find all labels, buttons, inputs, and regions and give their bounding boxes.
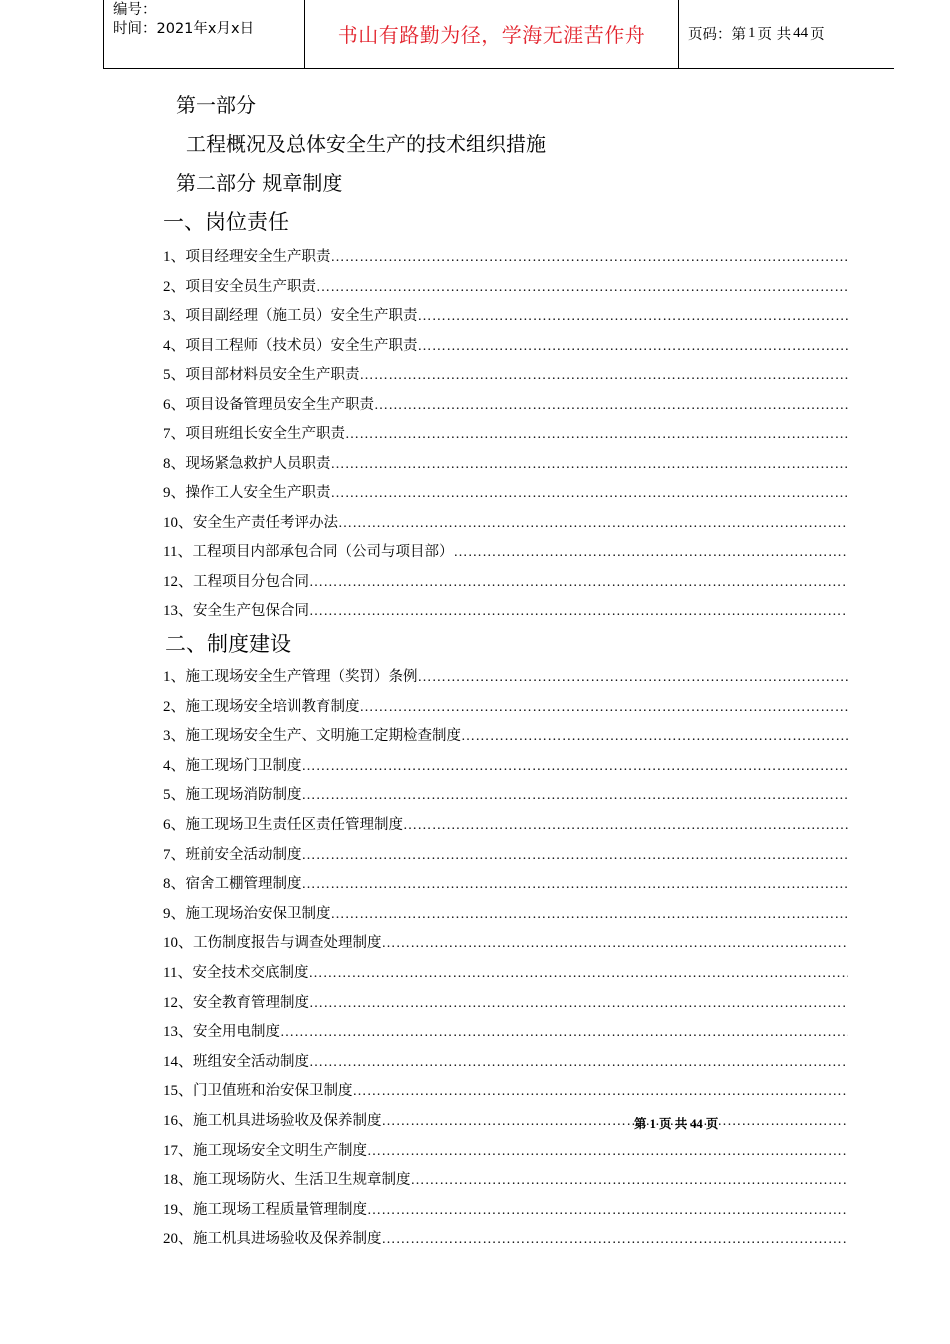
toc-dot-leader xyxy=(461,729,848,745)
toc-dot-leader xyxy=(302,877,848,893)
toc-entry[interactable] xyxy=(163,1139,848,1161)
page-current: 1 xyxy=(748,24,756,41)
toc-entry-title: 项目安全员生产职责 xyxy=(185,278,317,295)
toc-entry[interactable] xyxy=(163,599,848,621)
toc-entry[interactable] xyxy=(163,1079,848,1101)
toc-entry[interactable] xyxy=(163,1168,848,1190)
toc-dot-leader xyxy=(316,280,848,296)
toc-entry[interactable] xyxy=(163,363,848,385)
time-line xyxy=(113,20,304,39)
toc-entry[interactable] xyxy=(163,991,848,1013)
toc-dot-leader xyxy=(280,1025,848,1041)
toc-entry-number: 17、 xyxy=(163,1142,194,1159)
toc-entry-number: 3、 xyxy=(163,308,186,324)
toc-entry[interactable] xyxy=(163,1050,848,1072)
toc-entry-title: 安全用电制度 xyxy=(193,1024,281,1041)
toc-entry-title: 施工现场安全生产、文明施工定期检查制度 xyxy=(185,728,462,745)
toc-dot-leader xyxy=(353,1084,848,1100)
toc-dot-leader xyxy=(331,250,848,266)
toc-entry-number: 11、 xyxy=(163,965,193,981)
toc-entry-number: 5、 xyxy=(163,787,186,804)
toc-entry-title: 施工现场安全文明生产制度 xyxy=(193,1142,368,1159)
toc-entry-number: 2、 xyxy=(163,698,186,715)
toc-entry-number: 12、 xyxy=(163,573,194,590)
toc-entry-title: 施工现场卫生责任区责任管理制度 xyxy=(185,817,404,833)
toc-entry[interactable] xyxy=(163,1020,848,1042)
toc-entry[interactable] xyxy=(163,724,848,746)
toc-entry-number: 4、 xyxy=(163,757,186,774)
footer-page-number: 第 1 页 共 44 页 xyxy=(634,1117,719,1131)
toc-dot-leader xyxy=(374,398,848,414)
toc-entry-title: 施工现场安全生产管理（奖罚）条例 xyxy=(185,669,418,685)
toc-dot-leader xyxy=(309,1055,848,1071)
toc-dot-leader xyxy=(418,339,848,355)
toc-entry-number: 10、 xyxy=(163,514,194,531)
toc-entry-title: 项目部材料员安全生产职责 xyxy=(185,367,360,383)
toc-entry-number: 20、 xyxy=(163,1231,194,1248)
toc-entry-title: 项目工程师（技术员）安全生产职责 xyxy=(185,337,418,354)
toc-entry-title: 班组安全活动制度 xyxy=(193,1053,310,1070)
header-motto: 书山有路勤为径，学海无涯苦作舟 xyxy=(305,0,679,68)
toc-entry[interactable] xyxy=(163,813,848,835)
toc-entry-number: 9、 xyxy=(163,485,186,501)
toc-dot-leader xyxy=(418,670,848,686)
toc-entry[interactable] xyxy=(163,540,848,562)
toc-entry[interactable] xyxy=(163,1198,848,1220)
toc-entry-number: 14、 xyxy=(163,1053,194,1070)
toc-entry[interactable] xyxy=(163,481,848,503)
toc-entry-number: 16、 xyxy=(163,1113,194,1129)
toc-entry-title: 项目副经理（施工员）安全生产职责 xyxy=(185,308,418,324)
toc-entry[interactable] xyxy=(163,334,848,356)
toc-dot-leader xyxy=(418,309,848,325)
toc-entry[interactable] xyxy=(163,422,848,444)
toc-entry-title: 宿舍工棚管理制度 xyxy=(185,876,302,893)
toc-entry-title: 施工现场门卫制度 xyxy=(185,757,302,774)
toc-dot-leader xyxy=(309,996,848,1012)
part2-heading: 第二部分 规章制度 xyxy=(176,171,343,195)
toc-entry-title: 施工现场治安保卫制度 xyxy=(185,905,331,922)
toc-dot-leader xyxy=(302,788,848,804)
toc-entry-number: 15、 xyxy=(163,1083,194,1100)
toc-entry[interactable] xyxy=(163,1227,848,1249)
toc-entry[interactable] xyxy=(163,275,848,297)
toc-entry-title: 施工机具进场验收及保养制度 xyxy=(193,1113,382,1129)
toc-entry-number: 6、 xyxy=(163,817,186,833)
part1-heading: 第一部分 xyxy=(176,93,256,117)
toc-entry-number: 7、 xyxy=(163,846,186,863)
toc-entry-number: 18、 xyxy=(163,1172,194,1189)
part1-title: 工程概况及总体安全生产的技术组织措施 xyxy=(186,132,546,156)
toc-entry-title: 施工现场防火、生活卫生规章制度 xyxy=(193,1172,411,1189)
page-header xyxy=(103,0,894,69)
toc-dot-leader xyxy=(302,848,848,864)
toc-entry-title: 现场紧急救护人员职责 xyxy=(185,455,331,472)
toc-dot-leader xyxy=(411,1173,848,1189)
toc-entry[interactable] xyxy=(163,665,848,687)
toc-entry-title: 项目班组长安全生产职责 xyxy=(185,426,346,442)
toc-entry-number: 3、 xyxy=(163,728,186,745)
toc-dot-leader xyxy=(309,604,848,620)
toc-entry[interactable] xyxy=(163,872,848,894)
toc-entry-title: 施工现场安全培训教育制度 xyxy=(185,698,360,715)
toc-entry-number: 6、 xyxy=(163,396,186,413)
toc-dot-leader xyxy=(360,700,848,716)
toc-entry-number: 19、 xyxy=(163,1201,194,1218)
toc-entry-number: 8、 xyxy=(163,876,186,893)
toc-dot-leader xyxy=(453,545,848,561)
toc-dot-leader xyxy=(338,516,848,532)
toc-dot-leader xyxy=(367,1203,848,1219)
toc-entry-number: 1、 xyxy=(163,249,186,265)
toc-dot-leader xyxy=(331,907,848,923)
toc-entry[interactable] xyxy=(163,695,848,717)
toc-dot-leader xyxy=(403,818,848,834)
toc-entry[interactable] xyxy=(163,783,848,805)
toc-entry[interactable] xyxy=(163,393,848,415)
toc-entry[interactable] xyxy=(163,570,848,592)
toc-entry-number: 12、 xyxy=(163,994,194,1011)
page-suffix: 页 xyxy=(810,26,825,43)
toc-dot-leader xyxy=(331,457,848,473)
toc-dot-leader xyxy=(308,966,848,982)
toc-entry-title: 施工机具进场验收及保养制度 xyxy=(193,1231,382,1248)
toc-dot-leader xyxy=(382,1114,848,1130)
toc-entry[interactable] xyxy=(163,511,848,533)
toc-entry-number: 4、 xyxy=(163,337,186,354)
toc-entry[interactable] xyxy=(163,452,848,474)
toc-entry-number: 11、 xyxy=(163,544,193,560)
section1-heading: 一、岗位责任 xyxy=(163,210,289,234)
toc-entry[interactable] xyxy=(163,961,848,983)
toc-entry[interactable] xyxy=(163,902,848,924)
toc-entry-number: 13、 xyxy=(163,603,194,619)
toc-dot-leader xyxy=(309,575,848,591)
toc-dot-leader xyxy=(382,1232,848,1248)
toc-entry-title: 安全生产责任考评办法 xyxy=(193,514,339,531)
toc-entry[interactable] xyxy=(163,931,848,953)
toc-entry-number: 5、 xyxy=(163,367,186,383)
time-label: 时间： xyxy=(113,21,157,37)
toc-dot-leader xyxy=(360,368,848,384)
number-label: 编号： xyxy=(113,2,157,18)
toc-entry-title: 施工现场消防制度 xyxy=(185,787,302,804)
toc-entry-title: 操作工人安全生产职责 xyxy=(185,485,331,501)
toc-entry-title: 安全生产包保合同 xyxy=(193,603,310,619)
toc-entry-number: 9、 xyxy=(163,905,186,922)
header-page-number xyxy=(679,0,894,68)
toc-entry-number: 8、 xyxy=(163,455,186,472)
toc-dot-leader xyxy=(331,486,848,502)
toc-dot-leader xyxy=(367,1144,848,1160)
toc-dot-leader xyxy=(302,759,848,775)
toc-entry-title: 项目经理安全生产职责 xyxy=(185,249,331,265)
page-mid: 页 共 xyxy=(757,26,792,43)
toc-entry-title: 项目设备管理员安全生产职责 xyxy=(185,396,375,413)
toc-entry-title: 施工现场工程质量管理制度 xyxy=(193,1201,368,1218)
toc-entry-title: 安全技术交底制度 xyxy=(192,965,309,981)
header-meta-cell xyxy=(104,0,305,68)
toc-entry-number: 10、 xyxy=(163,935,194,952)
toc-entry-title: 安全教育管理制度 xyxy=(193,994,310,1011)
toc-entry[interactable] xyxy=(163,304,848,326)
toc-entry[interactable] xyxy=(163,1109,848,1131)
toc-entry-number: 7、 xyxy=(163,426,186,442)
toc-entry[interactable] xyxy=(163,843,848,865)
toc-entry[interactable] xyxy=(163,245,848,267)
page-prefix: 页码：第 xyxy=(688,26,746,43)
time-value: 2021年x月x日 xyxy=(156,21,255,37)
toc-entry-number: 2、 xyxy=(163,278,186,295)
toc-entry-title: 工程项目分包合同 xyxy=(193,573,310,590)
toc-dot-leader xyxy=(382,936,848,952)
toc-dot-leader xyxy=(345,427,848,443)
page-total: 44 xyxy=(793,24,809,41)
toc-entry-title: 工程项目内部承包合同（公司与项目部） xyxy=(192,544,454,560)
section2-heading: 二、制度建设 xyxy=(165,632,291,656)
toc-entry-number: 13、 xyxy=(163,1024,194,1041)
toc-entry-title: 门卫值班和治安保卫制度 xyxy=(193,1083,353,1100)
toc-entry-title: 工伤制度报告与调查处理制度 xyxy=(193,935,382,952)
toc-entry[interactable] xyxy=(163,754,848,776)
toc-entry-title: 班前安全活动制度 xyxy=(185,846,302,863)
toc-entry-number: 1、 xyxy=(163,669,186,685)
